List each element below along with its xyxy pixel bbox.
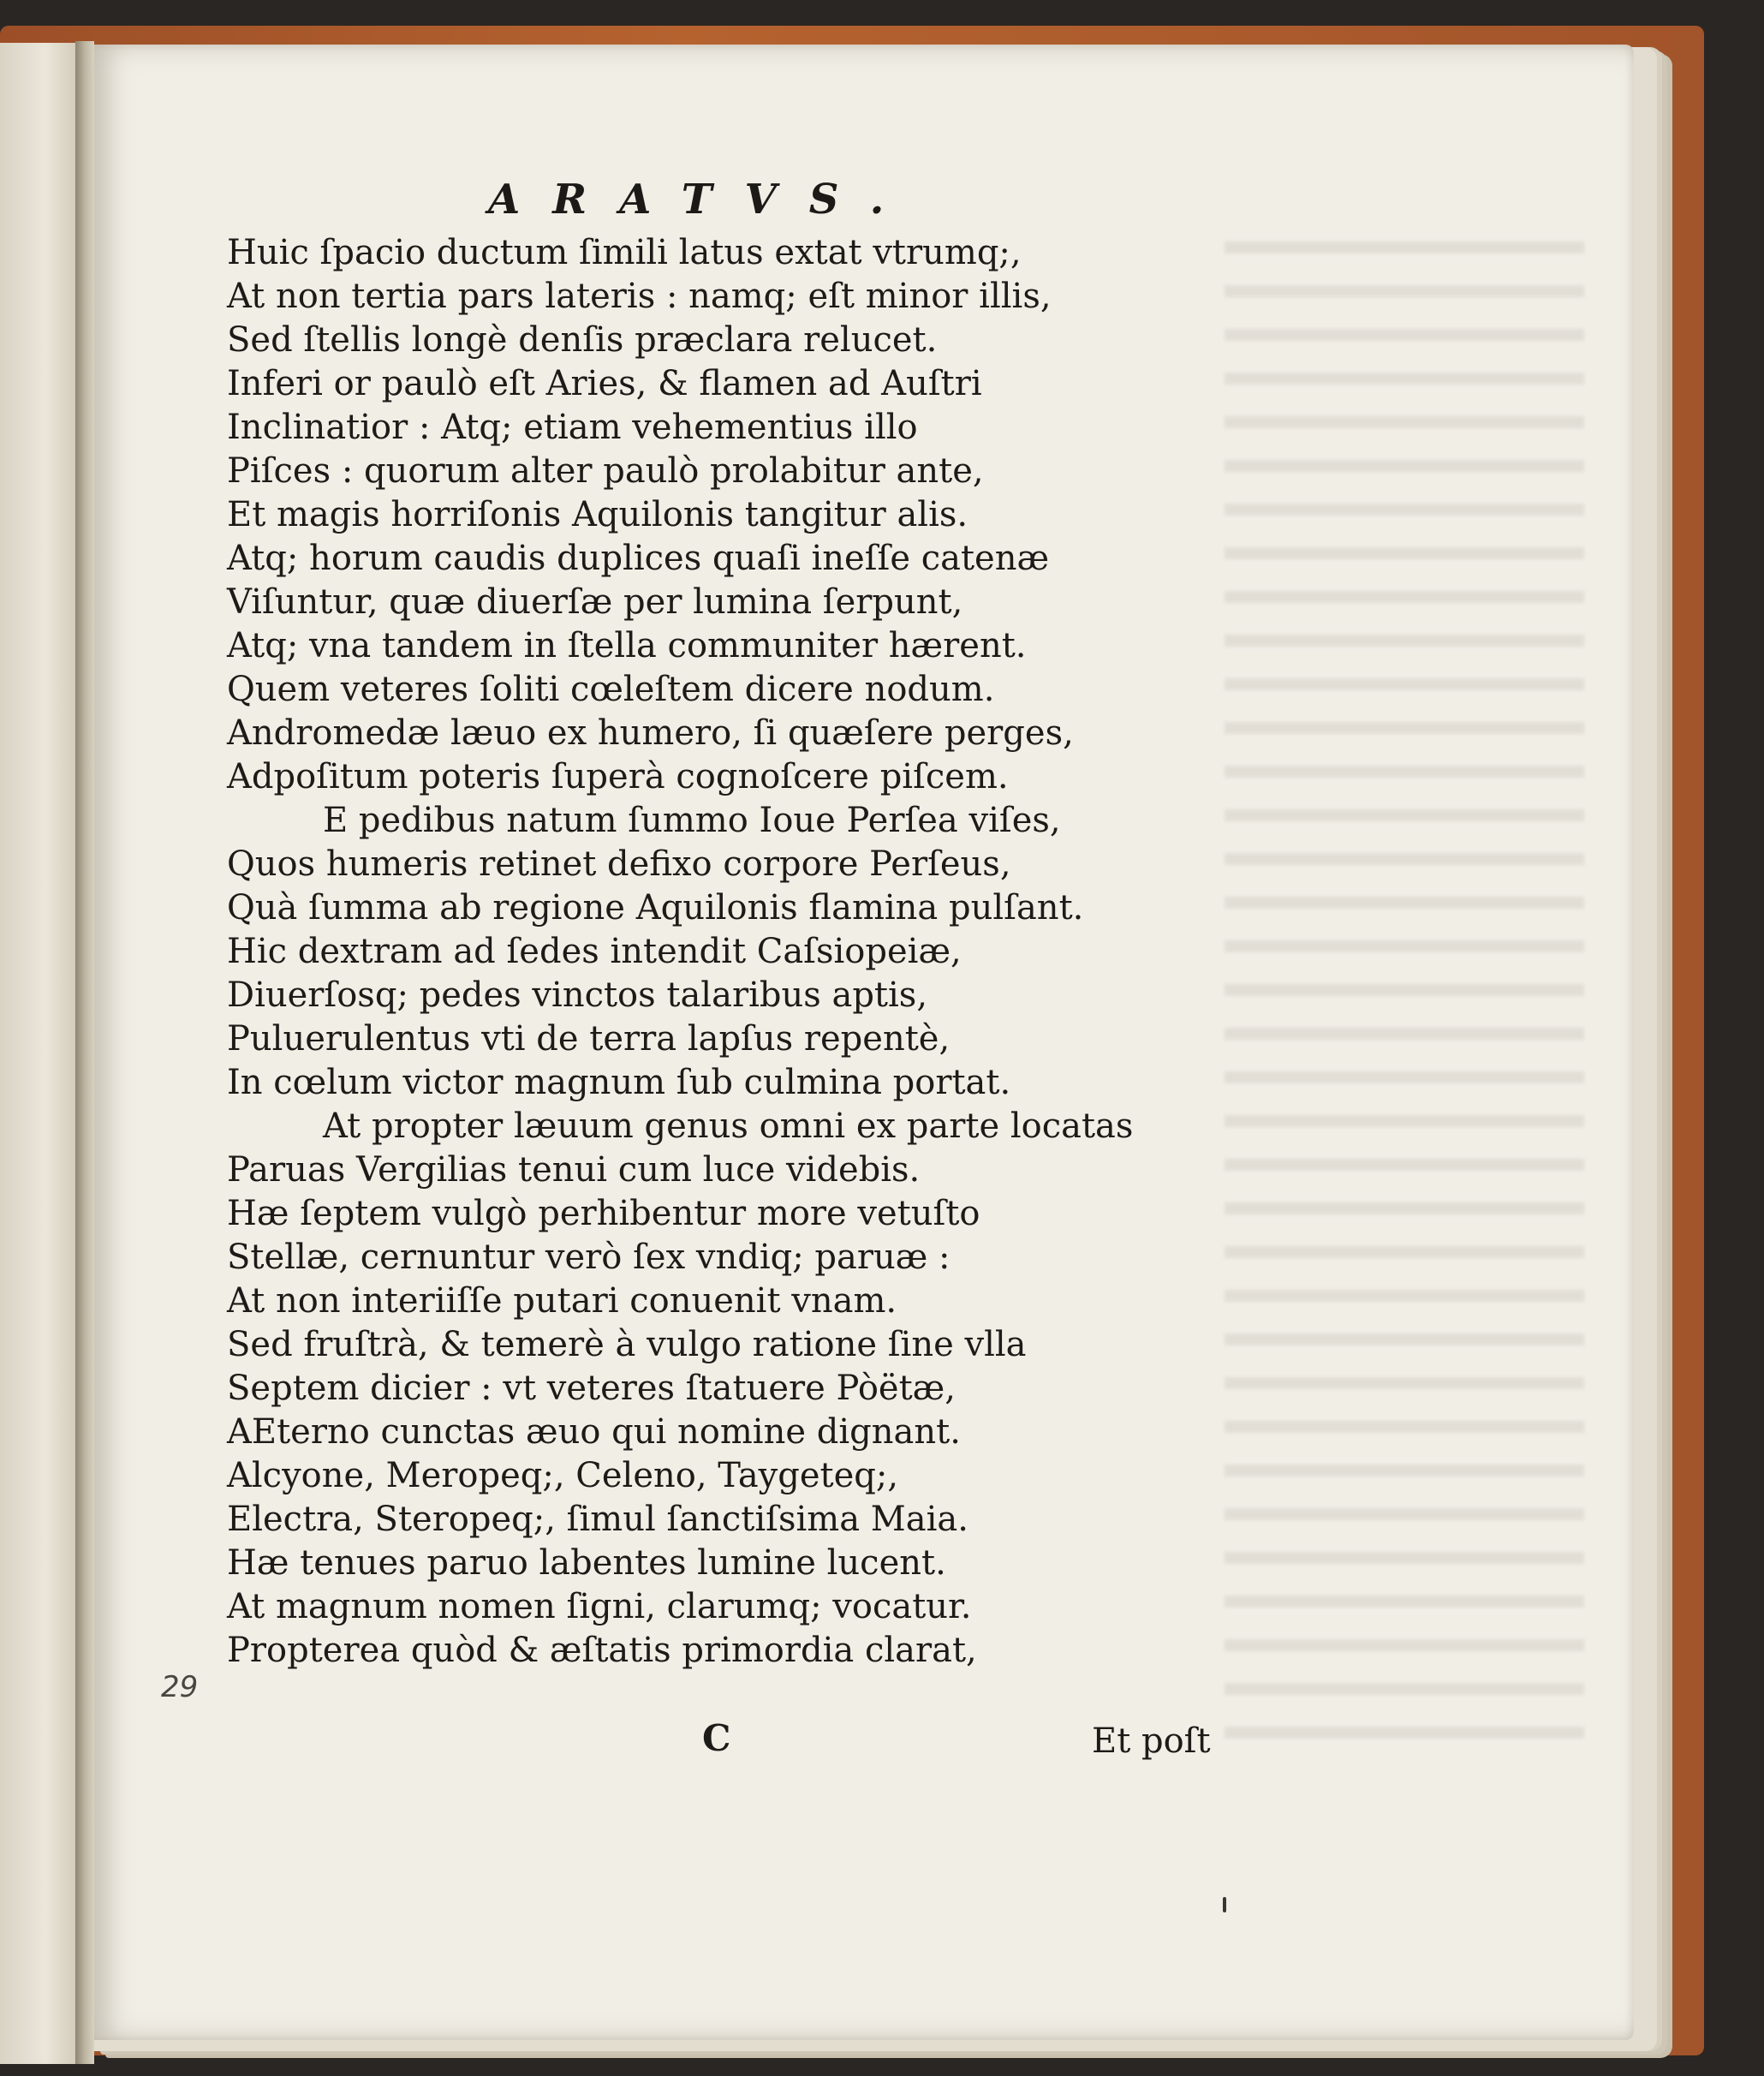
verse-line: Piſces : quorum alter paulò prolabitur ante,: [227, 451, 984, 491]
poem-text: [227, 231, 1133, 1673]
verse-line: At non interiiſſe putari conuenit vnam.: [227, 1281, 897, 1321]
verse-line: Sed fruſtrà, & temerè à vulgo ratione ſine vlla: [227, 1325, 1027, 1364]
verse-line: Paruas Vergilias tenui cum luce videbis.: [227, 1150, 921, 1190]
verse-line: Inclinatior : Atq; etiam vehementius illo: [227, 408, 918, 447]
verse-line: Propterea quòd & æſtatis primordia clarat,: [227, 1631, 977, 1670]
book-gutter: [75, 41, 94, 2064]
verse-line: In cœlum victor magnum ſub culmina portat.: [227, 1063, 1011, 1102]
verse-line: Alcyone, Meropeq;, Celeno, Taygeteq;,: [227, 1456, 899, 1495]
previous-leaf-edge: [0, 43, 78, 2064]
verse-line: Diuerſosq; pedes vinctos talaribus aptis,: [227, 975, 928, 1015]
verse-line: Atq; vna tandem in ſtella communiter hærent.: [227, 626, 1027, 665]
verse-line: Stellæ, cernuntur verò ſex vndiq; paruæ :: [227, 1238, 951, 1277]
running-head: ARATVS.: [488, 176, 917, 224]
verse-line: Et magis horriſonis Aquilonis tangitur alis.: [227, 495, 968, 534]
verse-line: Sed ſtellis longè denſis præclara relucet.: [227, 320, 938, 360]
verse-line: Hic dextram ad ſedes intendit Caſsiopeiæ,: [227, 932, 962, 971]
handwritten-folio-note: 29: [161, 1670, 199, 1704]
verse-line: Septem dicier : vt veteres ſtatuere Pòëtæ,: [227, 1369, 956, 1408]
verse-line: Inferi or paulò eſt Aries, & flamen ad Auſtri: [227, 364, 982, 403]
verse-line: Quos humeris retinet defixo corpore Perſeus,: [227, 844, 1011, 884]
verse-line: Adpoſitum poteris ſuperà cognoſcere piſcem.: [227, 757, 1009, 796]
verse-line: At non tertia pars lateris : namq; eſt minor illis,: [227, 277, 1052, 316]
verse-line: At propter læuum genus omni ex parte locatas: [323, 1107, 1134, 1146]
verse-line: AEterno cunctas æuo qui nomine dignant.: [227, 1412, 961, 1452]
ink-speck: [1223, 1897, 1226, 1912]
verse-line: Atq; horum caudis duplices quaſi ineſſe catenæ: [227, 539, 1050, 578]
verse-line: Quà ſumma ab regione Aquilonis flamina pulſant.: [227, 888, 1084, 928]
verse-line: Andromedæ læuo ex humero, ſi quæſere perges,: [227, 713, 1074, 753]
verso-show-through: [1225, 223, 1584, 1764]
verse-line: Quem veteres ſoliti cœleſtem dicere nodum.: [227, 670, 995, 709]
verse-line: At magnum nomen ſigni, clarumq; vocatur.: [227, 1587, 972, 1626]
verse-line: E pedibus natum ſummo Ioue Perſea viſes,: [323, 801, 1061, 840]
verse-line: Hæ ſeptem vulgò perhibentur more vetuſto: [227, 1194, 980, 1233]
verse-line: Electra, Steropeq;, ſimul ſanctiſsima Maia.: [227, 1500, 968, 1539]
verse-line: Viſuntur, quæ diuerſæ per lumina ſerpunt,: [227, 582, 963, 622]
verse-line: Hæ tenues paruo labentes lumine lucent.: [227, 1543, 946, 1583]
signature-mark: C: [702, 1717, 731, 1759]
verse-line: Huic ſpacio ductum ſimili latus extat vtrumq;,: [227, 233, 1022, 272]
verse-line: Puluerulentus vti de terra lapſus repentè,: [227, 1019, 951, 1059]
catchword: Et poſt: [1092, 1721, 1211, 1761]
